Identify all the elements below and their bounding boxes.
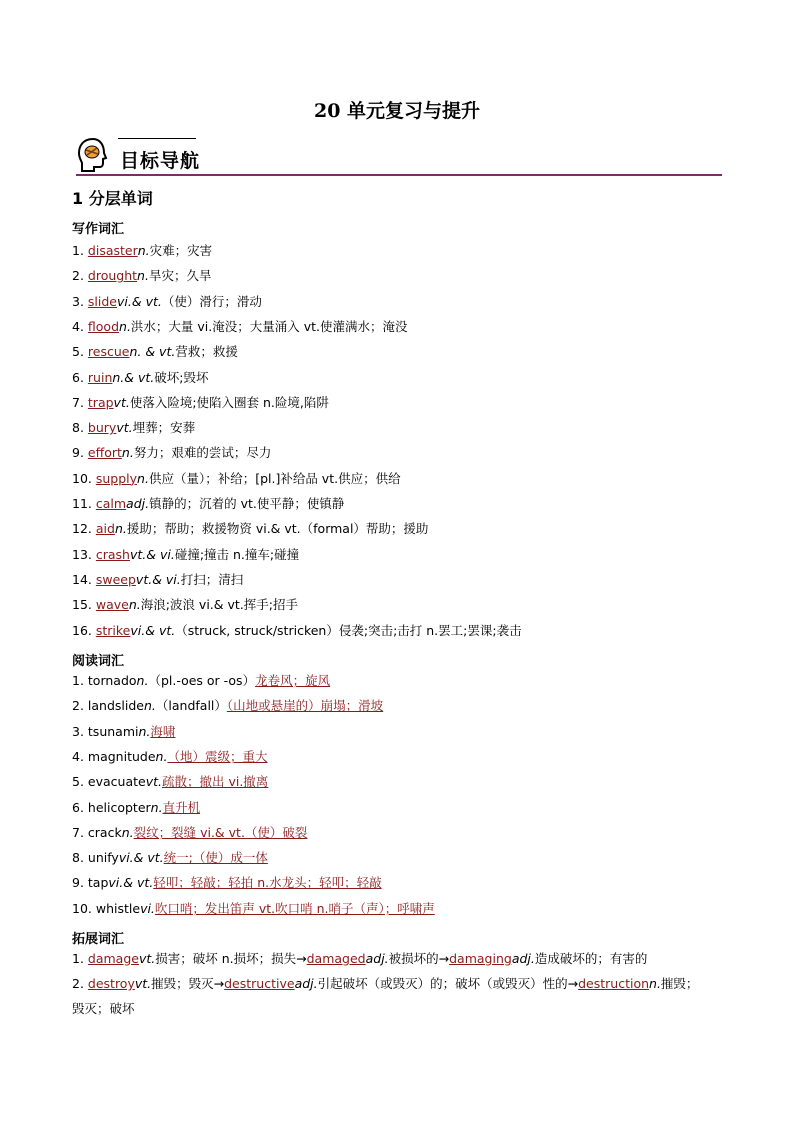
list-item-continuation: 毁灭；破坏 (72, 1001, 135, 1016)
list-item (72, 293, 262, 311)
list-item (72, 697, 383, 715)
vocab-word: strike (95, 622, 131, 638)
vocab-word: supply (95, 470, 138, 486)
vocab-word: tsunami (87, 723, 139, 739)
note: （landfall） (155, 698, 227, 714)
vocab-word: evacuate (87, 774, 146, 790)
list-item (72, 622, 522, 640)
vocab-word: crash (95, 546, 130, 562)
item-number: 10. (72, 900, 96, 916)
banner-rule (76, 174, 722, 176)
part-of-speech: n. (119, 318, 131, 334)
definition: （使）滑行；滑动 (161, 293, 262, 309)
definition: 埋葬；安葬 (132, 420, 196, 436)
banner-label: 目标导航 (120, 150, 201, 172)
item-number: 9. (72, 875, 88, 891)
vocab-word: whistle (95, 900, 141, 916)
page-title: 20 单元复习与提升 (313, 100, 481, 122)
answer: 海啸 (150, 723, 176, 739)
item-number: 7. (72, 394, 88, 410)
list-item (72, 672, 330, 690)
list-item (72, 723, 175, 741)
answer: 统一;（使）成一体 (163, 850, 268, 866)
part-of-speech: vi.& vt. (108, 875, 154, 891)
list-item (72, 419, 195, 437)
part-of-speech: vi. (140, 900, 155, 916)
part-of-speech: n. (121, 445, 134, 461)
item-number: 6. (72, 369, 88, 385)
part-of-speech: n. (155, 748, 168, 764)
section-banner (76, 134, 722, 178)
vocab-word: trap (87, 394, 114, 410)
definition: 努力；艰难的尝试；尽力 (133, 445, 272, 461)
item-number: 6. (72, 799, 88, 815)
banner-top-line (118, 138, 196, 139)
list-item: 2. destroyvt.摧毁；毁灭→destructiveadj.引起破坏（或毁灭）的；破坏（或毁灭）性的→destructionn.摧毁； (72, 976, 699, 991)
vocab-word: drought (87, 268, 138, 284)
thinking-head-icon (76, 136, 110, 174)
item-number: 4. (72, 748, 88, 764)
part-of-speech: vi.& vt. (117, 293, 162, 309)
item-number: 1. (72, 243, 88, 258)
definition: 供应（量）；补给；[pl.]补给品 vt.供应；供给 (148, 470, 401, 486)
list-item (72, 773, 268, 791)
vocab-word: aid (95, 521, 115, 537)
part-of-speech: vt. (113, 394, 130, 410)
vocab-word: slide (87, 293, 117, 309)
vocab-word: landslide (87, 698, 144, 714)
item-number: 13. (72, 546, 96, 562)
part-of-speech: vt.& vi. (135, 571, 181, 587)
answer: 直升机 (162, 799, 201, 815)
vocab-word: unify (87, 850, 119, 866)
item-number: 9. (72, 445, 88, 461)
vocab-word: bury (87, 420, 117, 436)
list-item (72, 470, 401, 488)
list-item (72, 874, 382, 892)
definition: 碰撞;撞击 n.撞车;碰撞 (174, 546, 300, 562)
part-of-speech: vt.& vi. (129, 546, 175, 562)
item-number: 8. (72, 420, 88, 436)
vocab-word: tornado (87, 673, 137, 688)
part-of-speech: vt. (145, 774, 162, 790)
part-of-speech: n.& vt. (112, 369, 155, 385)
part-of-speech: n. (114, 521, 127, 537)
item-number: 5. (72, 344, 88, 360)
vocab-word: magnitude (87, 748, 156, 764)
extend-heading: 拓展词汇 (72, 932, 125, 947)
list-item (72, 394, 329, 412)
part-of-speech: n. (136, 673, 149, 688)
item-number: 14. (72, 571, 96, 587)
item-number: 3. (72, 723, 88, 739)
part-of-speech: n. (138, 723, 151, 739)
part-of-speech: vi.& vt. (130, 622, 176, 638)
part-of-speech: n. (137, 243, 150, 258)
vocab-word: flood (87, 318, 120, 334)
definition: 使落入险境;使陷入圈套 n.险境,陷阱 (129, 394, 329, 410)
vocab-word: ruin (87, 369, 113, 385)
definition: 打扫；清扫 (180, 571, 244, 587)
item-number: 11. (72, 496, 96, 511)
list-item (72, 267, 211, 285)
part-of-speech: n. (143, 698, 156, 714)
list-item (72, 748, 267, 766)
part-of-speech: vt. (116, 420, 133, 436)
list-item (72, 318, 408, 336)
vocab-word: tap (87, 875, 109, 891)
list-item: 1. damagevt.损害；破坏 n.损坏；损失→damagedadj.被损坏的→damagingadj.造成破坏的；有害的 (72, 951, 648, 966)
part-of-speech: n. & vt. (129, 344, 176, 360)
list-item (72, 571, 243, 589)
part-of-speech: n. (137, 268, 149, 284)
item-number: 15. (72, 597, 96, 613)
vocab-word: calm (95, 496, 127, 511)
item-number: 3. (72, 293, 88, 309)
section-title: 1 分层单词 (72, 189, 153, 208)
part-of-speech: n. (137, 470, 149, 486)
item-number: 2. (72, 268, 88, 284)
definition: 破坏;毁坏 (154, 369, 209, 385)
vocab-word: effort (87, 445, 122, 461)
item-number: 10. (72, 470, 96, 486)
part-of-speech: n. (150, 799, 163, 815)
definition: 镇静的；沉着的 vt.使平静；使镇静 (149, 496, 345, 511)
reading-heading: 阅读词汇 (72, 654, 125, 669)
answer: 吹口哨；发出笛声 vt.吹口哨 n.哨子（声）；呼啸声 (154, 900, 435, 916)
list-item (72, 369, 208, 387)
item-number: 2. (72, 698, 88, 714)
answer: 裂纹；裂缝 vi.& vt.（使）破裂 (133, 824, 308, 840)
vocab-word: rescue (87, 344, 130, 360)
part-of-speech: n. (121, 824, 134, 840)
definition: （struck, struck/stricken）侵袭;突击;击打 n.罢工;罢课;袭击 (175, 622, 522, 638)
answer: 疏散；撤出 vi.撤离 (161, 774, 269, 790)
list-item (72, 799, 200, 817)
definition: 援助；帮助；救援物资 vi.& vt.（formal）帮助；援助 (126, 521, 429, 537)
answer: 轻叩；轻敲；轻拍 n.水龙头；轻叩；轻敲 (153, 875, 382, 891)
vocab-word: helicopter (87, 799, 151, 815)
part-of-speech: vi.& vt. (118, 850, 164, 866)
list-item (72, 444, 271, 462)
definition: 海浪;波浪 vi.& vt.挥手;招手 (140, 597, 298, 613)
item-number: 7. (72, 824, 88, 840)
definition: 营救；救援 (175, 344, 238, 360)
note: （pl.-oes or -os） (148, 673, 256, 688)
item-number: 1. (72, 673, 88, 688)
item-number: 16. (72, 622, 96, 638)
list-item (72, 495, 344, 513)
part-of-speech: n. (128, 597, 141, 613)
list-item (72, 900, 435, 918)
item-number: 5. (72, 774, 88, 790)
definition: 旱灾；久旱 (148, 268, 212, 284)
list-item (72, 242, 212, 260)
item-number: 4. (72, 318, 88, 334)
definition: 灾难；灾害 (149, 243, 213, 258)
answer: 龙卷风；旋风 (255, 673, 331, 688)
list-item (72, 849, 268, 867)
item-number: 8. (72, 850, 88, 866)
list-item (72, 343, 238, 361)
writing-heading: 写作词汇 (72, 222, 125, 237)
vocab-word: disaster (87, 243, 138, 258)
vocab-word: wave (95, 597, 129, 613)
answer: （山地或悬崖的）崩塌；滑坡 (226, 698, 384, 714)
vocab-word: sweep (95, 571, 136, 587)
list-item (72, 520, 428, 538)
list-item (72, 596, 298, 614)
answer: （地）震级；重大 (167, 748, 268, 764)
list-item (72, 824, 307, 842)
item-number: 12. (72, 521, 96, 537)
part-of-speech: adj. (126, 496, 150, 511)
vocab-word: crack (87, 824, 122, 840)
list-item (72, 546, 299, 564)
definition: 洪水；大量 vi.淹没；大量涌入 vt.使灌满水；淹没 (130, 318, 408, 334)
